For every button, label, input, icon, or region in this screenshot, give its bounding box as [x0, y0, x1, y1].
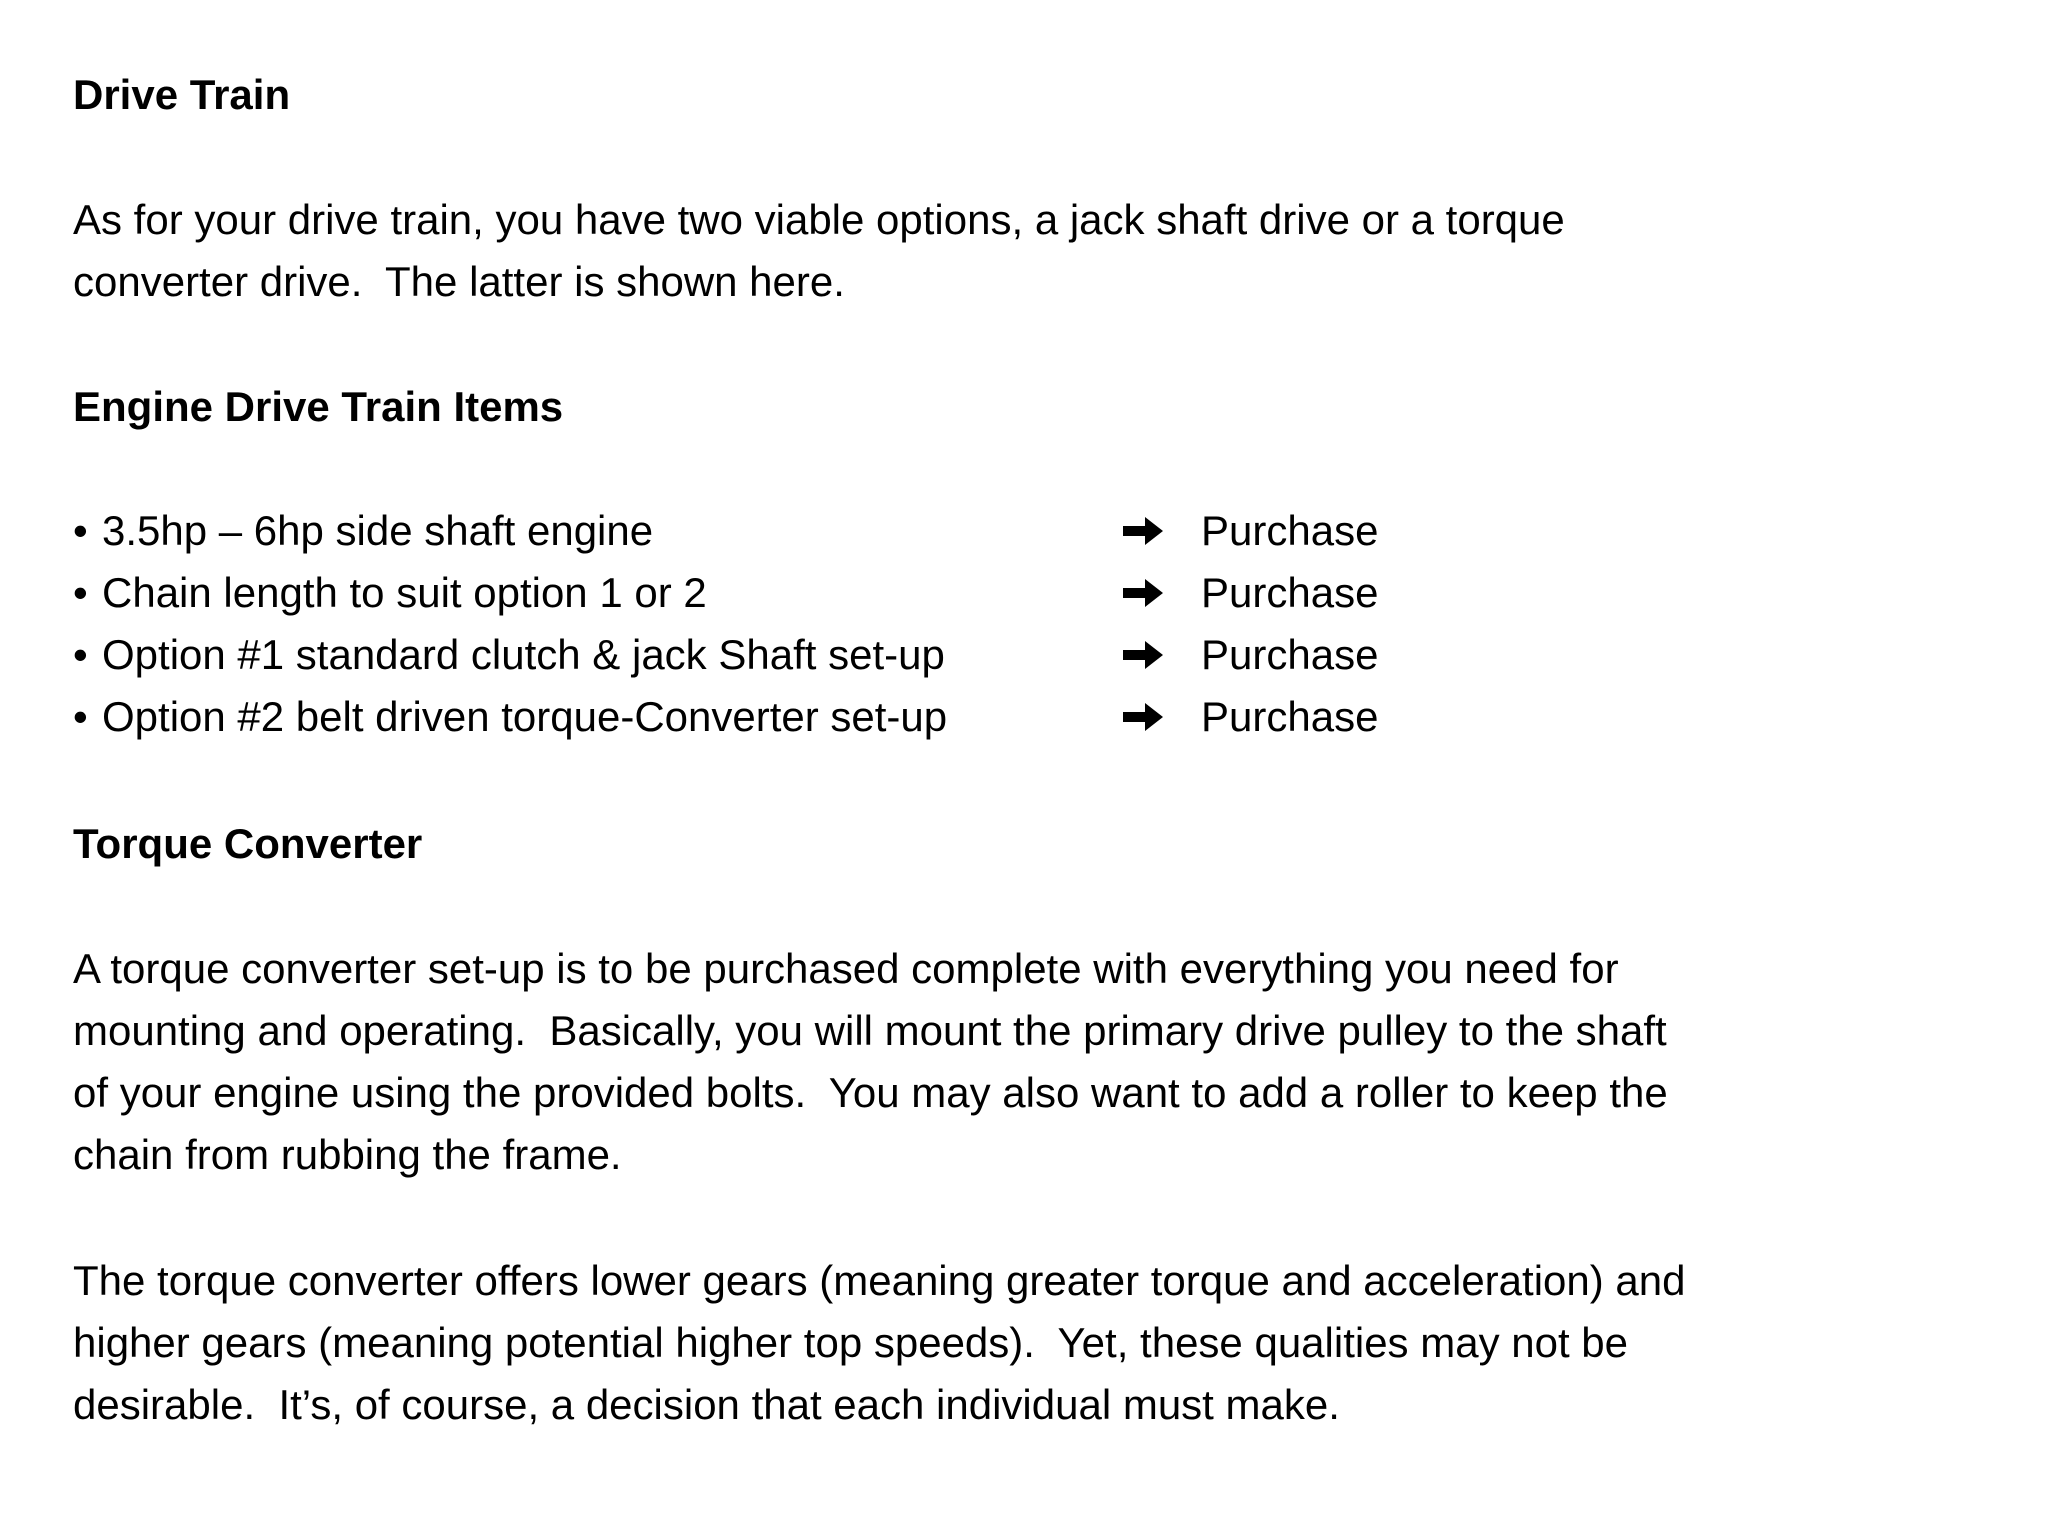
item-label: Chain length to suit option 1 or 2: [102, 569, 707, 616]
list-item: [73, 686, 1473, 748]
right-arrow-icon: [1123, 624, 1173, 686]
drive-train-items-list: [73, 500, 1473, 748]
item-label: 3.5hp – 6hp side shaft engine: [102, 507, 654, 554]
right-arrow-icon: [1123, 686, 1173, 748]
drive-train-heading: Drive Train: [73, 71, 291, 118]
bullet: •: [73, 507, 88, 554]
torque-converter-heading: Torque Converter: [73, 820, 423, 867]
item-label: Option #1 standard clutch & jack Shaft set-up: [102, 631, 945, 678]
purchase-label: Purchase: [1201, 569, 1379, 616]
bullet: •: [73, 569, 88, 616]
purchase-label: Purchase: [1201, 507, 1379, 554]
list-item: [73, 624, 1473, 686]
list-item: [73, 562, 1473, 624]
items-heading: Engine Drive Train Items: [73, 383, 564, 430]
torque-paragraph-1: A torque converter set-up is to be purchased complete with everything you need for mounting and operating. Basically, you will mount the primary drive pulley to the shaft of your engine using the provided bolts. You may also want to add a roller to keep the chain from rubbing the frame.: [73, 945, 1668, 1178]
drive-train-paragraph: As for your drive train, you have two viable options, a jack shaft drive or a torque converter drive. The latter is shown here.: [73, 196, 1565, 305]
bullet: •: [73, 693, 88, 740]
purchase-label: Purchase: [1201, 631, 1379, 678]
right-arrow-icon: [1123, 500, 1173, 562]
list-item: [73, 500, 1473, 562]
right-arrow-icon: [1123, 562, 1173, 624]
torque-paragraph-2: The torque converter offers lower gears (meaning greater torque and acceleration) and higher gears (meaning potential higher top speeds). Yet, these qualities may not be desirable. It’s, of course, a decision that each individual must make.: [73, 1257, 1686, 1428]
item-label: Option #2 belt driven torque-Converter set-up: [102, 693, 948, 740]
bullet: •: [73, 631, 88, 678]
purchase-label: Purchase: [1201, 693, 1379, 740]
